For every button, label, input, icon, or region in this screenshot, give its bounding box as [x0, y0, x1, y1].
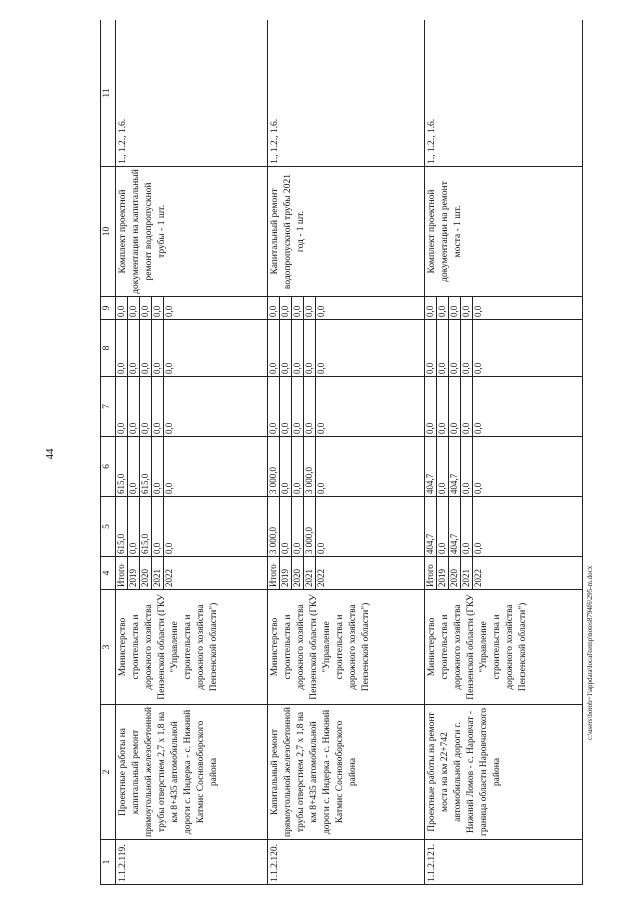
table-row: [425, 20, 583, 885]
col8-cell: [425, 320, 583, 377]
indicators: 1., 1.2., 1.6.: [268, 20, 425, 167]
col8-cell: [116, 320, 268, 377]
value: 0,0: [128, 497, 140, 556]
col-header: 7: [101, 377, 116, 437]
col-header: 5: [101, 497, 116, 557]
value: 615,0: [140, 497, 152, 556]
value: 615,0: [140, 437, 152, 496]
col7-cell: [425, 377, 583, 437]
value: 0,0: [473, 362, 483, 374]
value: 0,0: [437, 320, 449, 376]
year: 2019: [437, 557, 449, 589]
value: 0,0: [304, 320, 316, 376]
year: 2020: [292, 557, 304, 589]
col9-cell: [268, 297, 425, 320]
year: 2022: [164, 569, 174, 587]
event-name: Проектные работы на капитальный ремонт прямоугольной железобетонной трубы отверстием 2,7 х 1,8 на км 8+435 автомобильной дороги с. Индерка - с. Нижний Катмис Сосновоборского района: [116, 705, 268, 840]
value: 0,0: [128, 320, 140, 376]
value: 0,0: [152, 437, 164, 496]
value: 0,0: [116, 320, 128, 376]
value: 0,0: [316, 482, 326, 494]
col-header: 4: [101, 557, 116, 590]
row-id: 1.1.2.119.: [116, 840, 268, 885]
value: 0,0: [437, 497, 449, 556]
value: 404,7: [449, 497, 461, 556]
year: 2019: [128, 557, 140, 589]
col5-cell: [116, 497, 268, 557]
expected-result: Капитальный ремонт водопропускной трубы 2021 год - 1 шт.: [268, 167, 425, 297]
col-header: 1: [101, 840, 116, 885]
value: 0,0: [268, 297, 280, 319]
col-header: 6: [101, 437, 116, 497]
year: 2020: [140, 557, 152, 589]
value: 0,0: [292, 297, 304, 319]
page-number: 44: [44, 448, 56, 460]
value: 0,0: [437, 297, 449, 319]
value: 0,0: [473, 305, 483, 317]
year: 2019: [280, 557, 292, 589]
value: 0,0: [140, 297, 152, 319]
col6-cell: [116, 437, 268, 497]
years-cell: [268, 557, 425, 590]
value: 0,0: [316, 422, 326, 434]
value: 0,0: [152, 297, 164, 319]
value: 0,0: [304, 377, 316, 436]
value: 0,0: [292, 320, 304, 376]
value: 0,0: [152, 320, 164, 376]
col-header: 3: [101, 590, 116, 705]
year: Итого: [116, 557, 128, 589]
value: 0,0: [140, 320, 152, 376]
value: 0,0: [316, 305, 326, 317]
event-name: Проектные работы на ремонт моста на км 22+742 автомобильной дороги г. Нижний Ломов - с. Наровчат - граница области Наровчатского района: [425, 705, 583, 840]
value: 0,0: [461, 377, 473, 436]
footer-path: c:\users\borob~1\appdata\local\temp\notes8794f6\295-m.docx: [586, 565, 594, 740]
year: 2021: [152, 557, 164, 589]
years-cell: [425, 557, 583, 590]
value: 0,0: [292, 497, 304, 556]
value: 0,0: [152, 497, 164, 556]
value: 0,0: [164, 422, 174, 434]
value: 0,0: [164, 305, 174, 317]
table-row: [268, 20, 425, 885]
executor: Министерство строительства и дорожного хозяйства Пензенской области (ГКУ "Управление строительства и дорожного хозяйства Пензенской области"): [116, 590, 268, 705]
years-cell: [116, 557, 268, 590]
header-row: [101, 20, 116, 885]
value: 0,0: [292, 377, 304, 436]
value: 615,0: [116, 437, 128, 496]
value: 615,0: [116, 497, 128, 556]
value: 0,0: [316, 542, 326, 554]
table-row: [116, 20, 268, 885]
year: Итого: [425, 557, 437, 589]
value: 3 000,0: [268, 497, 280, 556]
col8-cell: [268, 320, 425, 377]
year: Итого: [268, 557, 280, 589]
executor: Министерство строительства и дорожного хозяйства Пензенской области (ГКУ "Управление строительства и дорожного хозяйства Пензенской области"): [268, 590, 425, 705]
value: 0,0: [164, 482, 174, 494]
value: 0,0: [425, 297, 437, 319]
value: 0,0: [116, 297, 128, 319]
col-header: 9: [101, 297, 116, 320]
year: 2021: [304, 557, 316, 589]
value: 0,0: [449, 320, 461, 376]
value: 0,0: [152, 377, 164, 436]
value: 0,0: [461, 320, 473, 376]
value: 3 000,0: [304, 437, 316, 496]
table-frame: [100, 20, 585, 885]
value: 0,0: [164, 362, 174, 374]
col7-cell: [116, 377, 268, 437]
value: 0,0: [268, 377, 280, 436]
value: 0,0: [473, 422, 483, 434]
expected-result: Комплект проектной документации на капитальный ремонт водопропускной трубы - 1 шт.: [116, 167, 268, 297]
value: 0,0: [292, 437, 304, 496]
col9-cell: [116, 297, 268, 320]
value: 3 000,0: [268, 437, 280, 496]
value: 0,0: [164, 542, 174, 554]
expected-result: Комплект проектной документации на ремонт моста - 1 шт.: [425, 167, 583, 297]
footer: [586, 565, 594, 741]
col5-cell: [425, 497, 583, 557]
year: 2022: [473, 569, 483, 587]
value: 0,0: [304, 297, 316, 319]
col-header: 10: [101, 167, 116, 297]
col7-cell: [268, 377, 425, 437]
value: 0,0: [268, 320, 280, 376]
value: 0,0: [425, 377, 437, 436]
year: 2022: [316, 569, 326, 587]
col-header: 2: [101, 705, 116, 840]
value: 0,0: [437, 377, 449, 436]
col9-cell: [425, 297, 583, 320]
event-name: Капитальный ремонт прямоугольной железобетонной трубы отверстием 2,7 х 1,8 на км 8+435 автомобильной дороги с. Индерка - с. Нижний Катмис Сосновоборского района: [268, 705, 425, 840]
value: 0,0: [128, 437, 140, 496]
value: 0,0: [128, 377, 140, 436]
col6-cell: [268, 437, 425, 497]
value: 0,0: [425, 320, 437, 376]
value: 0,0: [461, 297, 473, 319]
value: 0,0: [116, 377, 128, 436]
value: 0,0: [140, 377, 152, 436]
col-header: 8: [101, 320, 116, 377]
value: 0,0: [437, 437, 449, 496]
col5-cell: [268, 497, 425, 557]
indicators: 1., 1.2., 1.6.: [116, 20, 268, 167]
value: 0,0: [316, 362, 326, 374]
value: 0,0: [449, 377, 461, 436]
value: 0,0: [461, 497, 473, 556]
value: 0,0: [473, 482, 483, 494]
row-id: 1.1.2.121.: [425, 840, 583, 885]
value: 404,7: [425, 437, 437, 496]
value: 3 000,0: [304, 497, 316, 556]
indicators: 1., 1.2., 1.6.: [425, 20, 583, 167]
value: 404,7: [425, 497, 437, 556]
value: 0,0: [449, 297, 461, 319]
value: 0,0: [280, 320, 292, 376]
value: 0,0: [280, 297, 292, 319]
row-id: 1.1.2.120.: [268, 840, 425, 885]
rotated-table: [100, 20, 585, 885]
value: 0,0: [280, 497, 292, 556]
value: 0,0: [473, 542, 483, 554]
col6-cell: [425, 437, 583, 497]
value: 0,0: [280, 437, 292, 496]
year: 2020: [449, 557, 461, 589]
value: 404,7: [449, 437, 461, 496]
value: 0,0: [128, 297, 140, 319]
program-table: [100, 20, 583, 885]
value: 0,0: [461, 437, 473, 496]
executor: Министерство строительства и дорожного хозяйства Пензенской области (ГКУ "Управление строительства и дорожного хозяйства Пензенской области"): [425, 590, 583, 705]
year: 2021: [461, 557, 473, 589]
value: 0,0: [280, 377, 292, 436]
col-header: 11: [101, 20, 116, 167]
